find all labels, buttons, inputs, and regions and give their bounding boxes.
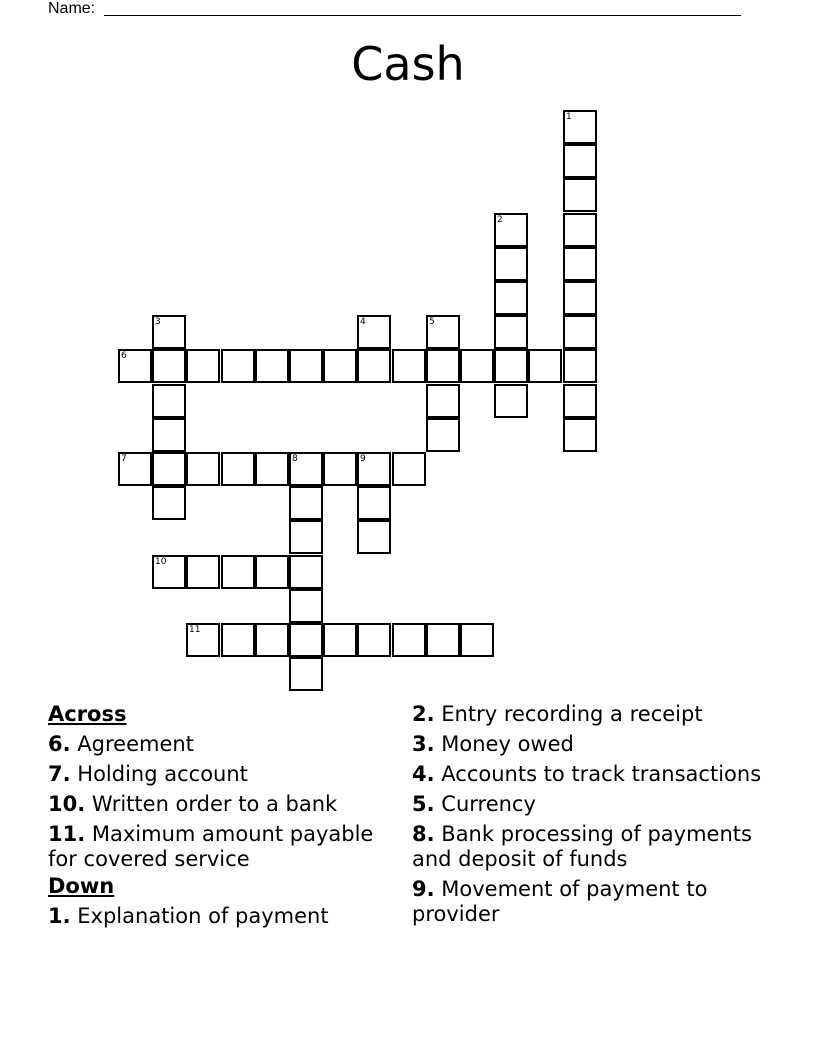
cell-number: 7 (121, 454, 127, 464)
clue-number: 5. (412, 792, 435, 816)
grid-cell[interactable] (152, 349, 186, 383)
grid-cell[interactable] (494, 349, 528, 383)
clue-down-2 (412, 702, 792, 727)
grid-cell[interactable] (255, 623, 289, 657)
grid-cell[interactable] (152, 315, 186, 349)
grid-cell[interactable] (357, 315, 391, 349)
grid-cell[interactable] (289, 657, 323, 691)
grid-cell[interactable] (357, 486, 391, 520)
grid-cell[interactable] (186, 349, 220, 383)
grid-cell[interactable] (563, 144, 597, 178)
cell-number: 8 (292, 454, 298, 464)
clue-text: Movement of payment to provider (412, 877, 708, 926)
grid-cell[interactable] (255, 452, 289, 486)
grid-cell[interactable] (426, 349, 460, 383)
clue-number: 1. (48, 904, 71, 928)
clue-text: Written order to a bank (91, 792, 338, 816)
clues-column-left (48, 702, 388, 934)
grid-cell[interactable] (255, 555, 289, 589)
clue-text: Entry recording a receipt (441, 702, 703, 726)
page-title: Cash (351, 37, 465, 91)
grid-cell[interactable] (289, 555, 323, 589)
grid-cell[interactable] (289, 452, 323, 486)
grid-cell[interactable] (289, 486, 323, 520)
grid-cell[interactable] (152, 418, 186, 452)
grid-cell[interactable] (460, 349, 494, 383)
clue-number: 10. (48, 792, 86, 816)
cell-number: 2 (497, 215, 503, 225)
clue-text: Bank processing of payments and deposit of funds (412, 822, 752, 871)
clue-text: Explanation of payment (77, 904, 329, 928)
cell-number: 1 (566, 112, 572, 122)
grid-cell[interactable] (460, 623, 494, 657)
clue-text: Maximum amount payable for covered service (48, 822, 374, 871)
clue-across-10 (48, 792, 388, 817)
clue-across-6 (48, 732, 388, 757)
clue-across-11 (48, 822, 388, 872)
grid-cell[interactable] (426, 315, 460, 349)
clue-text: Money owed (441, 732, 574, 756)
grid-cell[interactable] (494, 315, 528, 349)
grid-cell[interactable] (528, 349, 562, 383)
grid-cell[interactable] (357, 623, 391, 657)
clue-text: Holding account (77, 762, 248, 786)
cell-number: 11 (189, 625, 201, 635)
grid-cell[interactable] (118, 452, 152, 486)
grid-cell[interactable] (289, 589, 323, 623)
grid-cell[interactable] (563, 110, 597, 144)
down-heading: Down (48, 874, 115, 898)
grid-cell[interactable] (357, 452, 391, 486)
grid-cell[interactable] (152, 486, 186, 520)
cell-number: 10 (155, 557, 167, 567)
grid-cell[interactable] (221, 555, 255, 589)
grid-cell[interactable] (426, 418, 460, 452)
grid-cell[interactable] (186, 452, 220, 486)
grid-cell[interactable] (152, 452, 186, 486)
grid-cell[interactable] (563, 384, 597, 418)
cell-number: 9 (360, 454, 366, 464)
grid-cell[interactable] (152, 384, 186, 418)
clue-text: Accounts to track transactions (441, 762, 762, 786)
clue-down-9 (412, 877, 792, 927)
cell-number: 5 (429, 317, 435, 327)
clue-across-7 (48, 762, 388, 787)
cell-number: 3 (155, 317, 161, 327)
clue-down-5 (412, 792, 792, 817)
clue-number: 9. (412, 877, 435, 901)
cell-number: 6 (121, 351, 127, 361)
clue-down-3 (412, 732, 792, 757)
grid-cell[interactable] (494, 213, 528, 247)
clue-number: 11. (48, 822, 86, 846)
grid-cell[interactable] (494, 281, 528, 315)
grid-cell[interactable] (494, 247, 528, 281)
clue-number: 2. (412, 702, 435, 726)
grid-cell[interactable] (323, 349, 357, 383)
grid-cell[interactable] (426, 623, 460, 657)
grid-cell[interactable] (221, 452, 255, 486)
grid-cell[interactable] (563, 315, 597, 349)
grid-cell[interactable] (186, 623, 220, 657)
grid-cell[interactable] (152, 555, 186, 589)
grid-cell[interactable] (221, 623, 255, 657)
clue-down-1 (48, 904, 388, 929)
grid-cell[interactable] (221, 349, 255, 383)
grid-cell[interactable] (494, 384, 528, 418)
cell-number: 4 (360, 317, 366, 327)
grid-cell[interactable] (357, 349, 391, 383)
grid-cell[interactable] (255, 349, 289, 383)
grid-cell[interactable] (392, 349, 426, 383)
grid-cell[interactable] (289, 349, 323, 383)
grid-cell[interactable] (563, 247, 597, 281)
grid-cell[interactable] (563, 418, 597, 452)
grid-cell[interactable] (186, 555, 220, 589)
grid-cell[interactable] (289, 623, 323, 657)
clue-down-8 (412, 822, 792, 872)
grid-cell[interactable] (392, 623, 426, 657)
grid-cell[interactable] (563, 213, 597, 247)
clue-number: 6. (48, 732, 71, 756)
clue-down-4 (412, 762, 792, 787)
clues-column-right (412, 702, 792, 932)
grid-cell[interactable] (118, 349, 152, 383)
clue-number: 8. (412, 822, 435, 846)
clue-text: Currency (441, 792, 536, 816)
grid-cell[interactable] (323, 452, 357, 486)
grid-cell[interactable] (426, 384, 460, 418)
clue-number: 3. (412, 732, 435, 756)
clue-number: 7. (48, 762, 71, 786)
grid-cell[interactable] (357, 520, 391, 554)
grid-cell[interactable] (392, 452, 426, 486)
grid-cell[interactable] (563, 281, 597, 315)
name-label: Name: (48, 0, 96, 17)
grid-cell[interactable] (323, 623, 357, 657)
grid-cell[interactable] (289, 520, 323, 554)
across-heading: Across (48, 702, 127, 726)
clue-number: 4. (412, 762, 435, 786)
grid-cell[interactable] (563, 178, 597, 212)
grid-cell[interactable] (563, 349, 597, 383)
clue-text: Agreement (77, 732, 194, 756)
